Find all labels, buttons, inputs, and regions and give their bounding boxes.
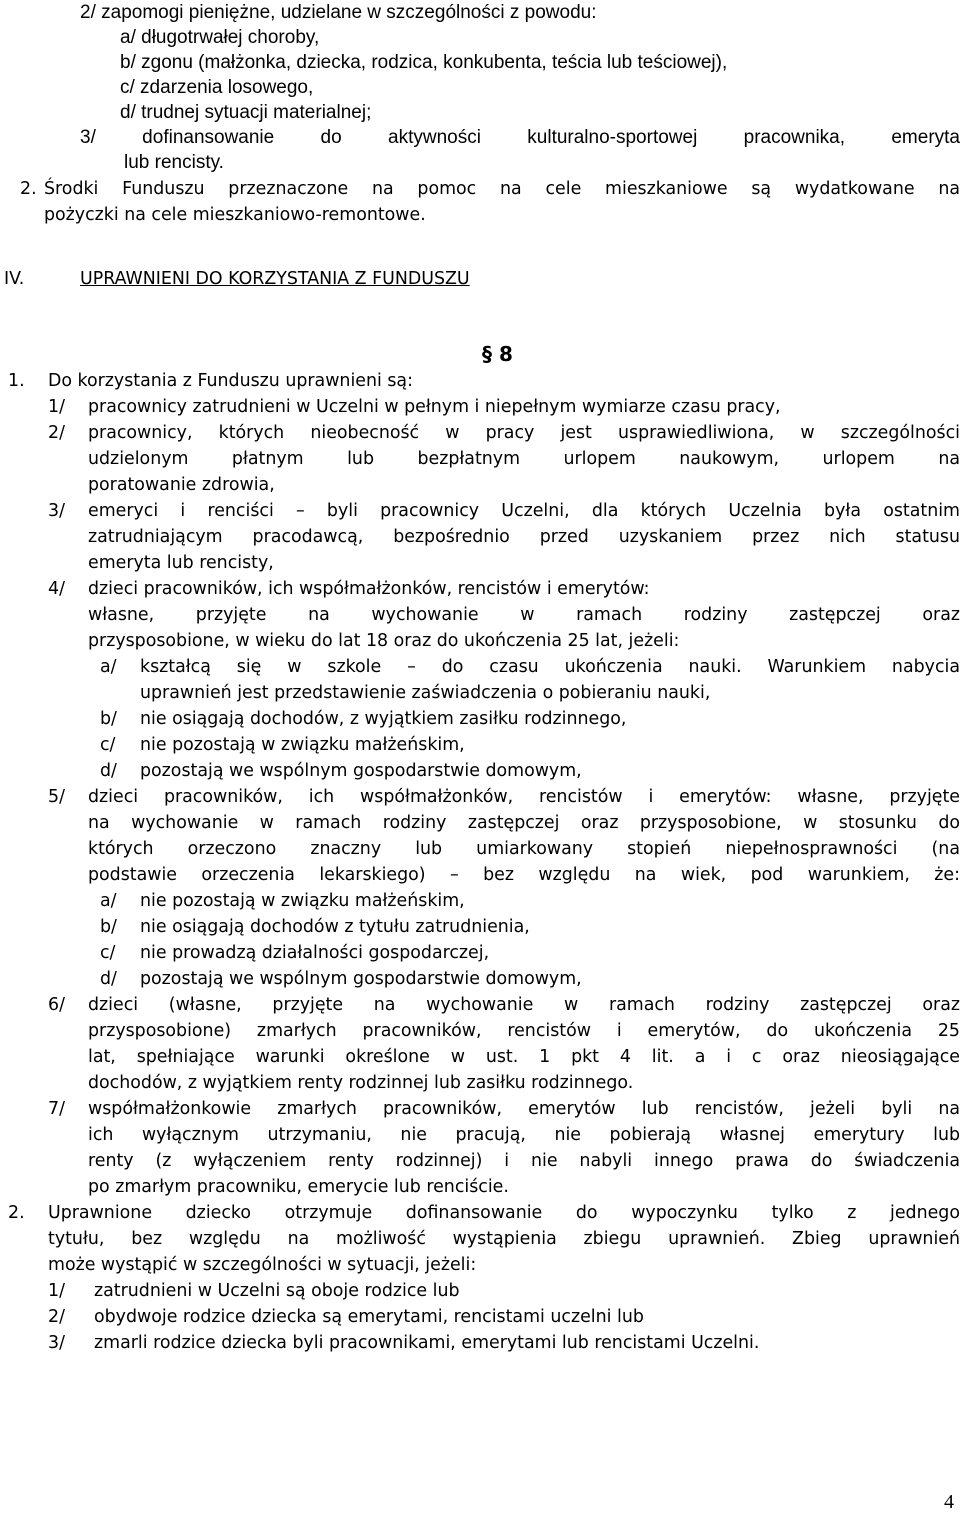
text-line: nie osiągają dochodów, z wyjątkiem zasiłku rodzinnego, xyxy=(140,709,627,729)
item-number: 6/ xyxy=(48,995,65,1015)
item-number: 3/ xyxy=(48,1333,65,1353)
item-letter: d/ xyxy=(100,761,117,781)
text-line: uprawnień jest przedstawienie zaświadczenia o pobieraniu nauki, xyxy=(140,683,711,703)
text-line: c/ zdarzenia losowego, xyxy=(120,77,314,98)
text-line: pracownicy zatrudnieni w Uczelni w pełnym i niepełnym wymiarze czasu pracy, xyxy=(88,397,781,417)
text-line: przysposobione, w wieku do lat 18 oraz do ukończenia 25 lat, jeżeli: xyxy=(88,631,680,651)
text-line: Uprawnione dziecko otrzymuje dofinansowanie do wypoczynku tylko z jednego xyxy=(48,1203,960,1223)
item-number: 2. xyxy=(8,1203,25,1223)
text-line: poratowanie zdrowia, xyxy=(88,475,275,495)
text-line: zmarli rodzice dziecka byli pracownikami, emerytami lub rencistami Uczelni. xyxy=(94,1333,760,1353)
text-line: Środki Funduszu przeznaczone na pomoc na cele mieszkaniowe są wydatkowane na xyxy=(44,179,960,199)
text-line: których orzeczono znaczny lub umiarkowany stopień niepełnosprawności (na xyxy=(88,839,960,859)
text-line: Do korzystania z Funduszu uprawnieni są: xyxy=(48,371,413,391)
text-line: b/ zgonu (małżonka, dziecka, rodzica, konkubenta, teścia lub teściowej), xyxy=(120,52,728,73)
item-number: 1/ xyxy=(48,1281,65,1301)
text-line: dochodów, z wyjątkiem renty rodzinnej lub zasiłku rodzinnego. xyxy=(88,1073,634,1093)
item-letter: a/ xyxy=(100,891,117,911)
page-number: 4 xyxy=(944,1491,954,1513)
text-line: może wystąpić w szczególności w sytuacji, jeżeli: xyxy=(48,1255,477,1275)
item-number: 1. xyxy=(8,371,25,391)
item-number: 2. xyxy=(20,179,37,199)
text-line: pozostają we wspólnym gospodarstwie domowym, xyxy=(140,761,582,781)
item-letter: c/ xyxy=(100,943,116,963)
text-line: na wychowanie w ramach rodziny zastępczej oraz przysposobione, w stosunku do xyxy=(88,813,960,833)
text-line: pracownicy, których nieobecność w pracy jest usprawiedliwiona, w szczególności xyxy=(88,423,960,443)
text-line: renty (z wyłączeniem renty rodzinnej) i nie nabyli innego prawa do świadczenia xyxy=(88,1151,960,1171)
text-line: tytułu, bez względu na możliwość wystąpienia zbiegu uprawnień. Zbieg uprawnień xyxy=(48,1229,960,1249)
item-number: 5/ xyxy=(48,787,65,807)
text-line: pozostają we wspólnym gospodarstwie domowym, xyxy=(140,969,582,989)
text-line: podstawie orzeczenia lekarskiego) – bez względu na wiek, pod warunkiem, że: xyxy=(88,865,960,885)
text-line: zatrudnieni w Uczelni są oboje rodzice lub xyxy=(94,1281,460,1301)
text-line: emeryci i renciści – byli pracownicy Uczelni, dla których Uczelnia była ostatnim xyxy=(88,501,960,521)
text-line: pożyczki na cele mieszkaniowo-remontowe. xyxy=(44,205,426,225)
paragraph-sign: § 8 xyxy=(482,342,513,366)
text-line: lat, spełniające warunki określone w ust. 1 pkt 4 lit. a i c oraz nieosiągające xyxy=(88,1047,960,1067)
item-letter: d/ xyxy=(100,969,117,989)
text-line: przysposobione) zmarłych pracowników, rencistów i emerytów, do ukończenia 25 xyxy=(88,1021,960,1041)
text-line: udzielonym płatnym lub bezpłatnym urlopem naukowym, urlopem na xyxy=(88,449,960,469)
text-line: obydwoje rodzice dziecka są emerytami, rencistami uczelni lub xyxy=(94,1307,644,1327)
text-line: d/ trudnej sytuacji materialnej; xyxy=(120,102,372,123)
text-line: własne, przyjęte na wychowanie w ramach rodziny zastępczej oraz xyxy=(88,605,960,625)
text-line: nie pozostają w związku małżeńskim, xyxy=(140,735,465,755)
item-number: 4/ xyxy=(48,579,65,599)
text-line: współmałżonkowie zmarłych pracowników, emerytów lub rencistów, jeżeli byli na xyxy=(88,1099,960,1119)
text-line: lub rencisty. xyxy=(124,152,224,173)
text-line: emeryta lub rencisty, xyxy=(88,553,274,573)
item-number: 1/ xyxy=(48,397,65,417)
item-number: 3/ xyxy=(48,501,65,521)
text-line: a/ długotrwałej choroby, xyxy=(120,27,320,48)
item-number: 2/ xyxy=(48,1307,65,1327)
item-number: 2/ xyxy=(48,423,65,443)
text-line: 2/ zapomogi pieniężne, udzielane w szczególności z powodu: xyxy=(80,2,597,23)
section-title: UPRAWNIENI DO KORZYSTANIA Z FUNDUSZU xyxy=(80,269,470,289)
item-letter: b/ xyxy=(100,709,117,729)
text-line: 3/ dofinansowanie do aktywności kulturalno-sportowej pracownika, emeryta xyxy=(80,127,960,148)
text-line: kształcą się w szkole – do czasu ukończenia nauki. Warunkiem nabycia xyxy=(140,657,960,677)
text-line: ich wyłącznym utrzymaniu, nie pracują, nie pobierają własnej emerytury lub xyxy=(88,1125,960,1145)
text-line: nie pozostają w związku małżeńskim, xyxy=(140,891,465,911)
text-line: nie prowadzą działalności gospodarczej, xyxy=(140,943,490,963)
text-line: nie osiągają dochodów z tytułu zatrudnienia, xyxy=(140,917,530,937)
text-line: zatrudniającym pracodawcą, bezpośrednio przed uzyskaniem przez nich statusu xyxy=(88,527,960,547)
item-letter: a/ xyxy=(100,657,117,677)
text-line: dzieci pracowników, ich współmałżonków, rencistów i emerytów: xyxy=(88,579,650,599)
item-letter: b/ xyxy=(100,917,117,937)
item-number: 7/ xyxy=(48,1099,65,1119)
text-line: po zmarłym pracowniku, emerycie lub renciście. xyxy=(88,1177,509,1197)
item-letter: c/ xyxy=(100,735,116,755)
text-line: dzieci pracowników, ich współmałżonków, rencistów i emerytów: własne, przyjęte xyxy=(88,787,960,807)
text-line: dzieci (własne, przyjęte na wychowanie w ramach rodziny zastępczej oraz xyxy=(88,995,960,1015)
section-number: IV. xyxy=(4,269,25,289)
